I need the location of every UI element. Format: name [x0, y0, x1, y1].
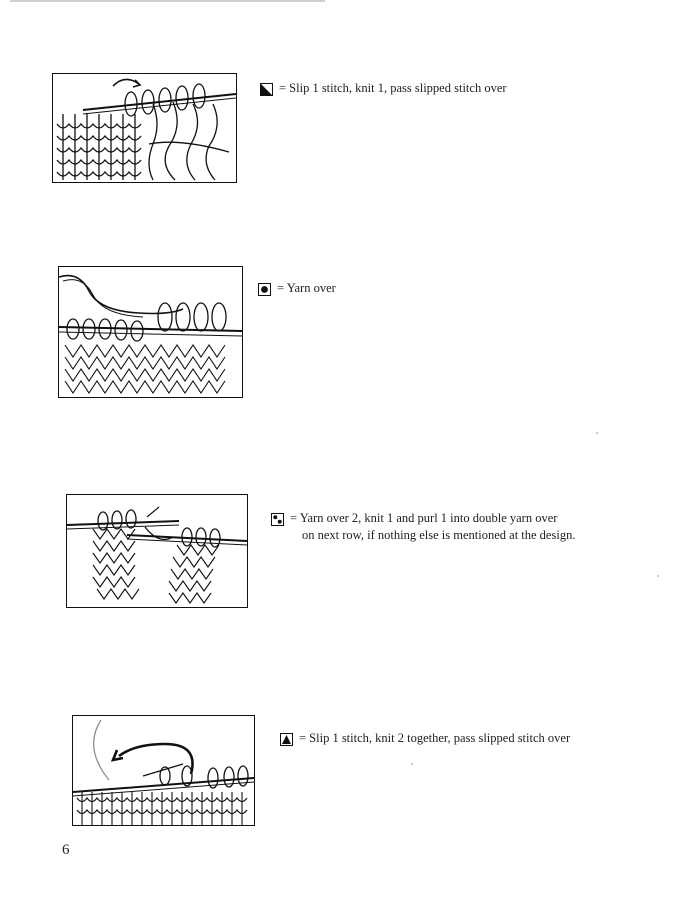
- legend-text: = Slip 1 stitch, knit 2 together, pass slipped stitch over: [299, 731, 571, 745]
- filled-circle-icon: [258, 283, 271, 296]
- legend-slip-k2tog-pass: [280, 730, 570, 747]
- scan-speck: [596, 432, 598, 434]
- top-rule: [10, 0, 325, 2]
- scan-speck: [411, 763, 413, 765]
- legend-text: = Yarn over: [277, 281, 336, 295]
- legend-text: [290, 510, 575, 544]
- knitting-diagram-1: [53, 74, 236, 182]
- knitting-diagram-3: [67, 495, 247, 607]
- half-filled-square-icon: [260, 83, 273, 96]
- legend-text: = Slip 1 stitch, knit 1, pass slipped stitch over: [279, 81, 507, 95]
- legend-text-line1: = Yarn over 2, knit 1 and purl 1 into double yarn over: [290, 511, 558, 525]
- illustration-yarn-over-2: [66, 494, 248, 608]
- illustration-slip-k2tog-pass: [72, 715, 255, 826]
- filled-triangle-icon: [280, 733, 293, 746]
- illustration-slip-knit-pass: [52, 73, 237, 183]
- legend-yarn-over: [258, 280, 336, 297]
- legend-yarn-over-2: [271, 510, 575, 544]
- illustration-yarn-over: [58, 266, 243, 398]
- knitting-diagram-2: [59, 267, 242, 397]
- knitting-diagram-4: [73, 716, 254, 825]
- legend-slip-knit-pass: [260, 80, 507, 97]
- scan-speck: [657, 575, 659, 577]
- legend-text-line2: on next row, if nothing else is mentioned at the design.: [302, 528, 576, 542]
- page-number: 6: [62, 842, 70, 858]
- two-dots-square-icon: [271, 513, 284, 526]
